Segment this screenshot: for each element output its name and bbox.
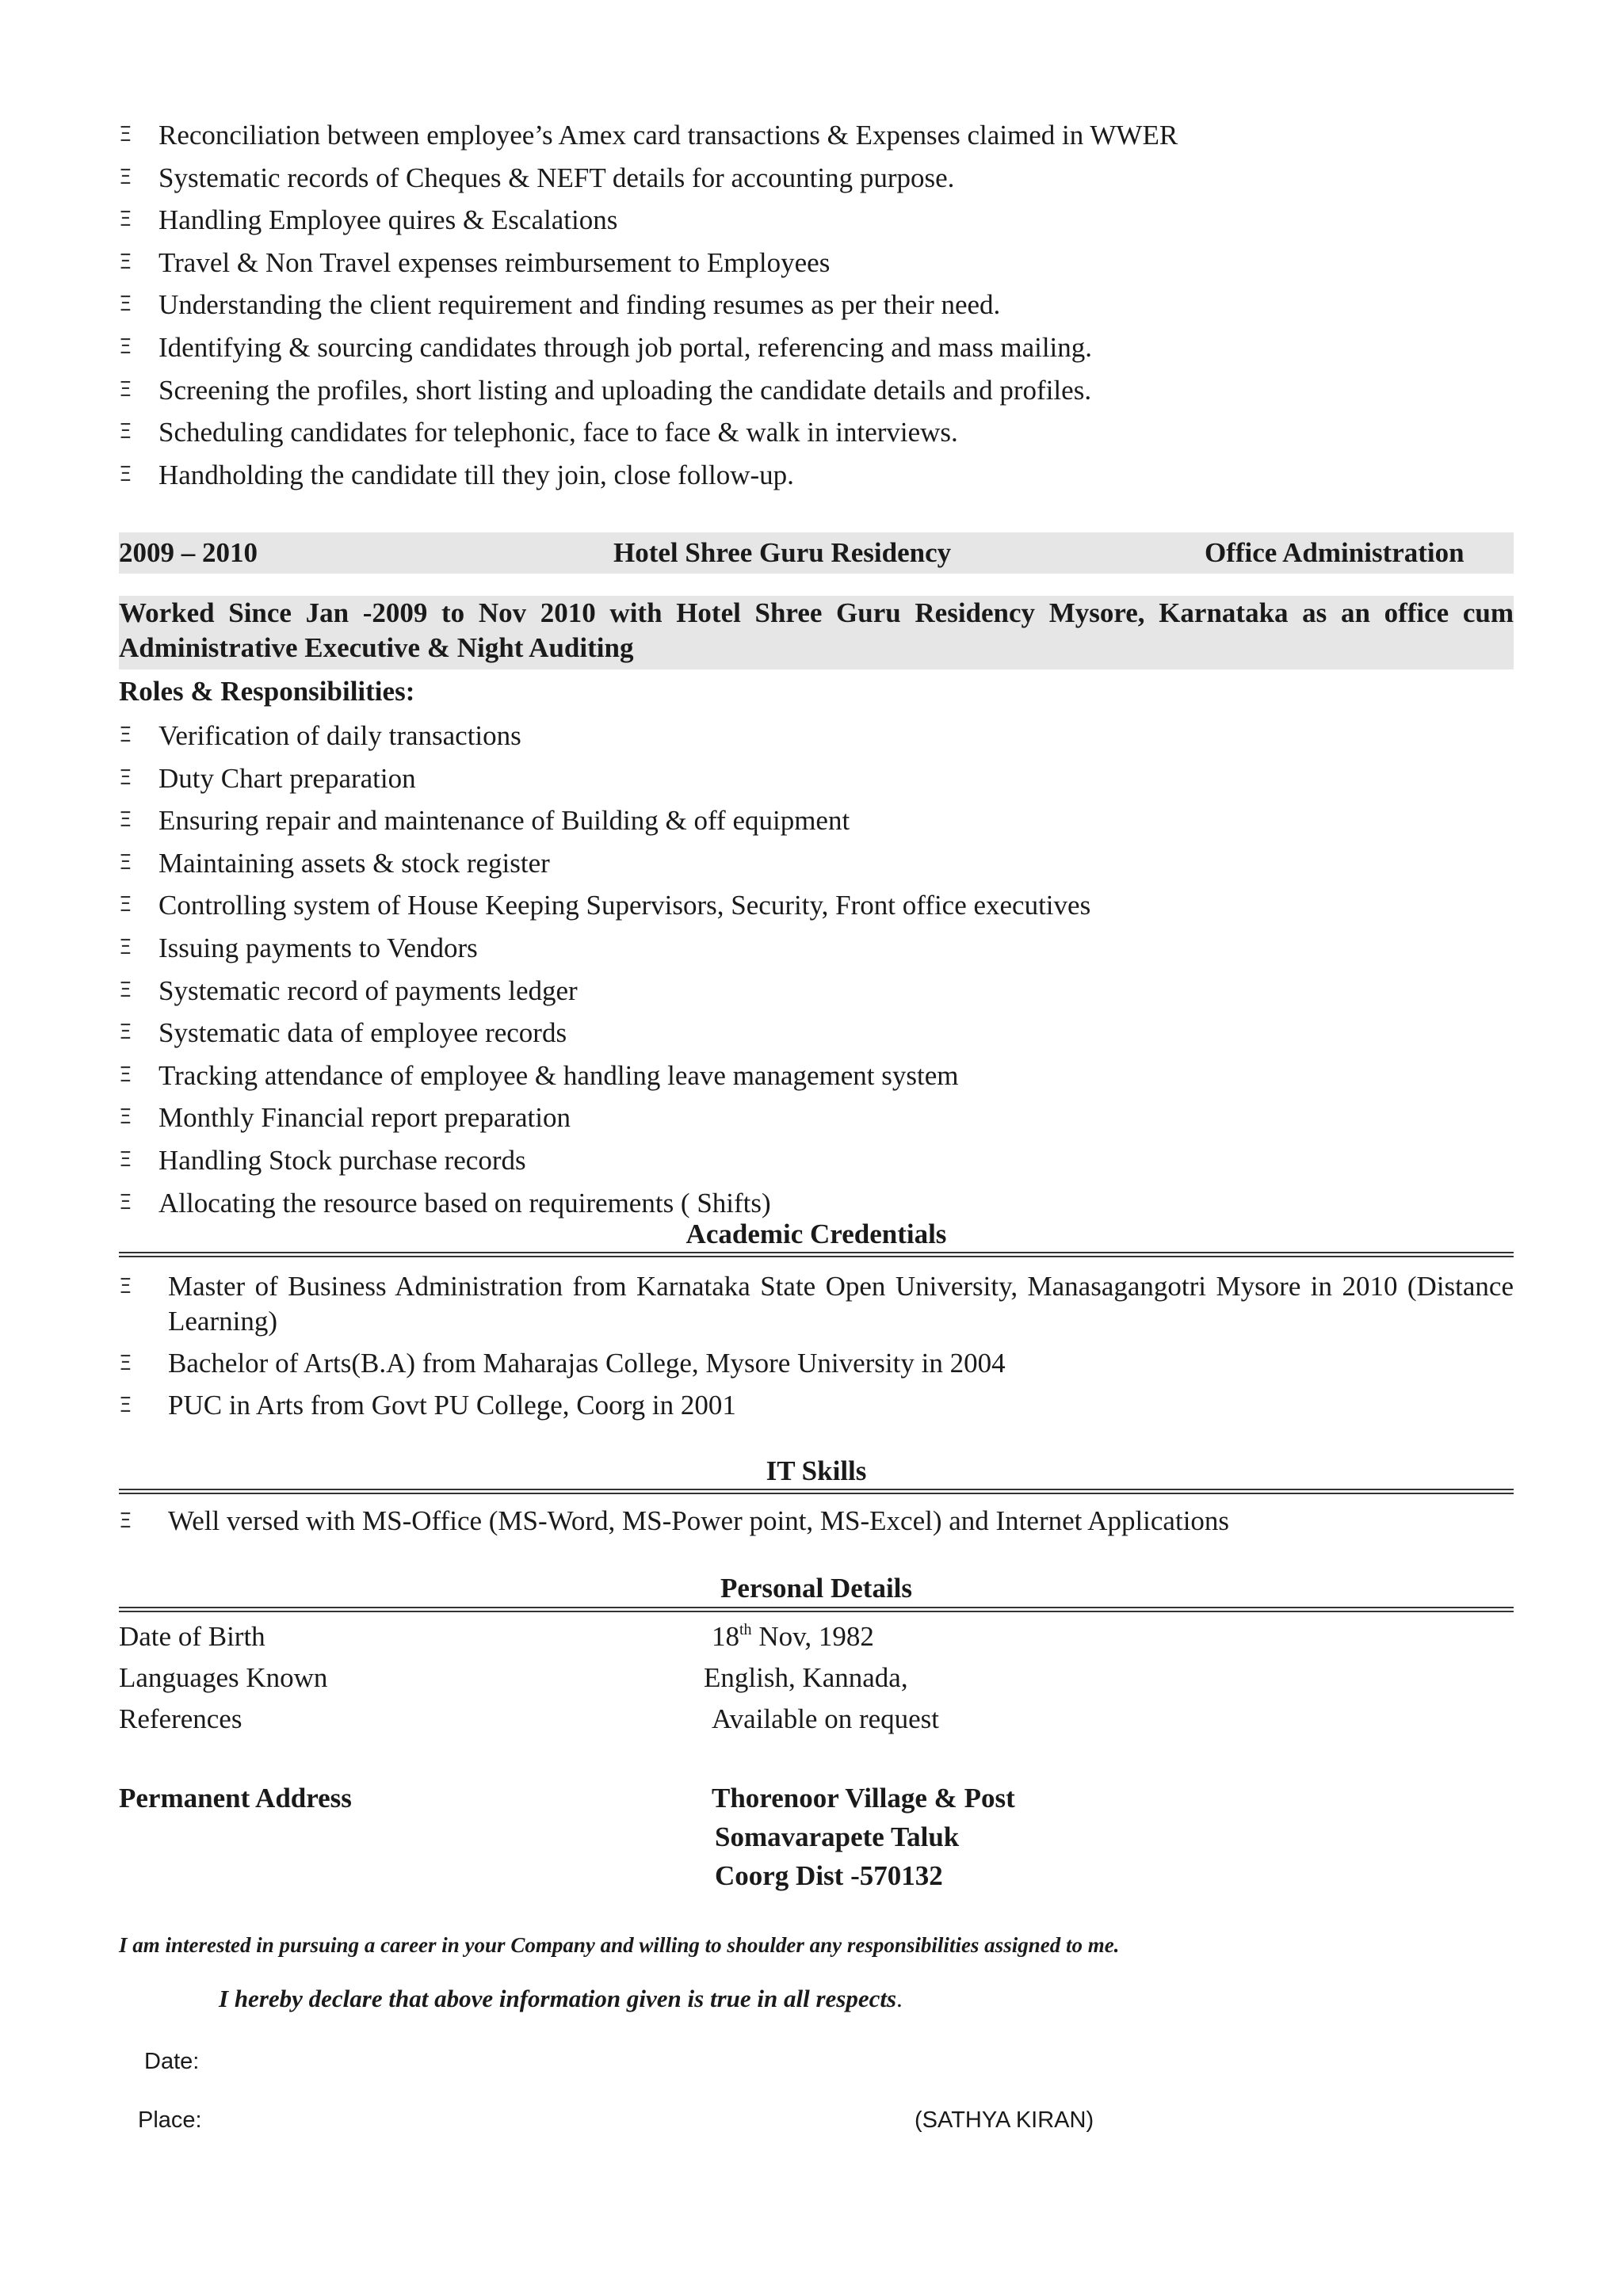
bullet-icon: Ξ <box>119 723 132 747</box>
resume-page <box>119 0 1514 2296</box>
it-skills-section-title: IT Skills <box>766 1455 867 1486</box>
bullet-icon: Ξ <box>119 292 132 317</box>
bullet-icon: Ξ <box>119 1275 132 1299</box>
list-item-text: Issuing payments to Vendors <box>158 932 478 963</box>
list-item <box>119 411 1514 454</box>
list-item-text: Controlling system of House Keeping Supervisors, Security, Front office executives <box>158 890 1091 921</box>
list-item-text: Maintaining assets & stock register <box>158 847 550 879</box>
bullet-icon: Ξ <box>119 893 132 917</box>
job-header <box>119 532 1514 574</box>
languages-label: Languages Known <box>119 1662 328 1693</box>
bullet-icon: Ξ <box>119 978 132 1002</box>
references-label: References <box>119 1703 242 1734</box>
bullet-icon: Ξ <box>119 808 132 833</box>
academic-section-title: Academic Credentials <box>685 1219 947 1249</box>
list-item-text: Travel & Non Travel expenses reimbursement to Employees <box>158 246 831 278</box>
experience-bullet-list <box>119 114 1514 496</box>
job-employer: Hotel Shree Guru Residency <box>613 537 952 568</box>
bullet-icon: Ξ <box>119 334 132 359</box>
list-item-text: Understanding the client requirement and finding resumes as per their need. <box>158 289 1001 321</box>
list-item <box>119 1388 1514 1423</box>
bullet-icon: Ξ <box>119 1020 132 1045</box>
roles-heading: Roles & Responsibilities: <box>119 676 415 707</box>
it-skills-divider <box>119 1489 1514 1494</box>
list-item-text: Duty Chart preparation <box>158 762 416 794</box>
list-item-text: Master of Business Administration from Karnataka State Open University, Manasagangotri Mysore in 2010 (Distance Learning) <box>168 1271 1514 1337</box>
job-role: Office Administration <box>1205 537 1465 568</box>
list-item-text: Reconciliation between employee’s Amex card transactions & Expenses claimed in WWER <box>158 120 1178 151</box>
address-line-1: Thorenoor Village & Post <box>712 1783 1015 1814</box>
list-item <box>119 326 1514 369</box>
personal-divider <box>119 1607 1514 1612</box>
list-item <box>119 970 1514 1013</box>
dob-value: 18th Nov, 1982 <box>712 1621 874 1652</box>
personal-section-title: Personal Details <box>720 1573 913 1604</box>
references-value: Available on request <box>712 1703 940 1734</box>
list-item-text: Tracking attendance of employee & handling leave management system <box>158 1059 959 1091</box>
signature-name: (SATHYA KIRAN) <box>915 2107 1094 2133</box>
bullet-icon: Ξ <box>119 462 132 486</box>
list-item-text: Monthly Financial report preparation <box>158 1102 571 1134</box>
bullet-icon: Ξ <box>119 1352 132 1375</box>
date-label: Date: <box>144 2049 200 2074</box>
list-item <box>119 1346 1514 1381</box>
bullet-icon: Ξ <box>119 1394 132 1417</box>
languages-value: English, Kannada, <box>704 1662 908 1693</box>
job-description: Worked Since Jan -2009 to Nov 2010 with Hotel Shree Guru Residency Mysore, Karnataka as an office cum Administrative Executive & Night Auditing <box>119 596 1514 669</box>
responsibilities-list <box>119 715 1514 1224</box>
list-item <box>119 927 1514 970</box>
list-item <box>119 842 1514 885</box>
list-item-text: Systematic record of payments ledger <box>158 974 578 1006</box>
list-item-text: Verification of daily transactions <box>158 720 521 751</box>
bullet-icon: Ξ <box>119 250 132 274</box>
declaration-statement: I hereby declare that above information given is true in all respects. <box>219 1985 903 2012</box>
bullet-icon: Ξ <box>119 765 132 790</box>
address-label: Permanent Address <box>119 1783 352 1814</box>
list-item <box>119 715 1514 757</box>
bullet-icon: Ξ <box>119 1509 132 1533</box>
list-item <box>119 1269 1514 1339</box>
place-label: Place: <box>138 2107 202 2133</box>
list-item <box>119 454 1514 497</box>
bullet-icon: Ξ <box>119 1105 132 1130</box>
list-item <box>119 884 1514 927</box>
list-item-text: PUC in Arts from Govt PU College, Coorg in 2001 <box>168 1390 736 1421</box>
academic-divider <box>119 1252 1514 1257</box>
bullet-icon: Ξ <box>119 377 132 402</box>
bullet-icon: Ξ <box>119 1147 132 1172</box>
job-years: 2009 – 2010 <box>119 537 258 568</box>
dob-label: Date of Birth <box>119 1621 265 1652</box>
list-item <box>119 199 1514 242</box>
list-item <box>119 1097 1514 1139</box>
bullet-icon: Ξ <box>119 1190 132 1215</box>
list-item-text: Ensuring repair and maintenance of Building & off equipment <box>158 805 850 837</box>
interest-statement: I am interested in pursuing a career in your Company and willing to shoulder any responsibilities assigned to me. <box>119 1933 1120 1957</box>
list-item <box>119 757 1514 800</box>
list-item-text: Screening the profiles, short listing and uploading the candidate details and profiles. <box>158 374 1092 406</box>
bullet-icon: Ξ <box>119 420 132 444</box>
list-item-text: Systematic records of Cheques & NEFT details for accounting purpose. <box>158 162 955 193</box>
it-skills-list <box>119 1504 1514 1539</box>
list-item <box>119 157 1514 200</box>
list-item-text: Bachelor of Arts(B.A) from Maharajas College, Mysore University in 2004 <box>168 1348 1006 1379</box>
address-line-3: Coorg Dist -570132 <box>715 1860 943 1891</box>
list-item <box>119 114 1514 157</box>
bullet-icon: Ξ <box>119 208 132 232</box>
bullet-icon: Ξ <box>119 165 132 189</box>
list-item <box>119 369 1514 412</box>
bullet-icon: Ξ <box>119 123 132 147</box>
academic-list <box>119 1269 1514 1430</box>
list-item-text: Identifying & sourcing candidates through job portal, referencing and mass mailing. <box>158 331 1093 363</box>
bullet-icon: Ξ <box>119 1062 132 1087</box>
bullet-icon: Ξ <box>119 850 132 875</box>
list-item-text: Allocating the resource based on requirements ( Shifts) <box>158 1187 771 1219</box>
bullet-icon: Ξ <box>119 935 132 959</box>
list-item <box>119 1139 1514 1182</box>
list-item <box>119 1504 1514 1539</box>
list-item <box>119 284 1514 326</box>
list-item <box>119 1055 1514 1097</box>
list-item <box>119 242 1514 284</box>
list-item-text: Scheduling candidates for telephonic, face to face & walk in interviews. <box>158 417 958 448</box>
list-item-text: Handling Stock purchase records <box>158 1144 526 1176</box>
address-line-2: Somavarapete Taluk <box>715 1821 960 1852</box>
list-item-text: Systematic data of employee records <box>158 1017 567 1049</box>
list-item <box>119 799 1514 842</box>
list-item-text: Handholding the candidate till they join, close follow-up. <box>158 459 794 490</box>
list-item-text: Handling Employee quires & Escalations <box>158 204 618 236</box>
list-item-text: Well versed with MS-Office (MS-Word, MS-Power point, MS-Excel) and Internet Applications <box>168 1505 1230 1536</box>
list-item <box>119 1012 1514 1055</box>
